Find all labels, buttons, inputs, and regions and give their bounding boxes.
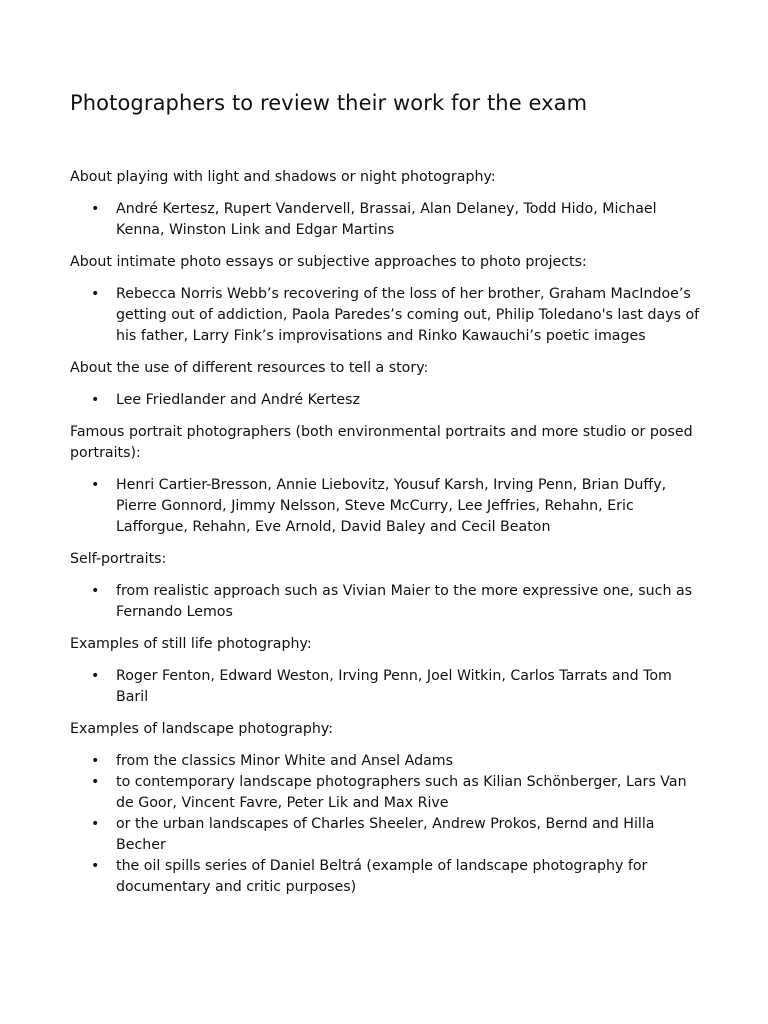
- section-heading: About the use of different resources to tell a story:: [70, 360, 429, 376]
- list-item-text: André Kertesz, Rupert Vandervell, Brassai, Alan Delaney, Todd Hido, Michael Kenna, Winston Link and Edgar Martins: [116, 201, 657, 238]
- bullet-icon: •: [91, 668, 100, 684]
- list-item: [70, 856, 700, 898]
- list-item: [70, 772, 700, 814]
- list-item-text: from realistic approach such as Vivian Maier to the more expressive one, such as Fernando Lemos: [116, 583, 693, 620]
- list-item: [70, 475, 700, 538]
- page-title: Photographers to review their work for the exam: [70, 91, 588, 115]
- bullet-icon: •: [91, 774, 100, 790]
- bullet-icon: •: [91, 753, 100, 769]
- list-item: [70, 751, 700, 772]
- section-heading: Self-portraits:: [70, 551, 167, 567]
- section-heading: Famous portrait photographers (both environmental portraits and more studio or posed portraits):: [70, 424, 693, 461]
- list-item-text: to contemporary landscape photographers such as Kilian Schönberger, Lars Van de Goor, Vincent Favre, Peter Lik and Max Rive: [116, 774, 687, 811]
- section-heading: About intimate photo essays or subjective approaches to photo projects:: [70, 254, 587, 270]
- list-item: [70, 666, 700, 708]
- list-item-text: Roger Fenton, Edward Weston, Irving Penn, Joel Witkin, Carlos Tarrats and Tom Baril: [116, 668, 672, 705]
- list-item: [70, 581, 700, 623]
- document-page: [70, 86, 700, 909]
- list-item-text: from the classics Minor White and Ansel Adams: [116, 753, 453, 769]
- section-heading: About playing with light and shadows or night photography:: [70, 169, 496, 185]
- list-item: [70, 284, 700, 347]
- section-heading: Examples of still life photography:: [70, 636, 312, 652]
- bullet-icon: •: [91, 583, 100, 599]
- list-item-text: Rebecca Norris Webb’s recovering of the loss of her brother, Graham MacIndoe’s getting out of addiction, Paola Paredes’s coming out, Philip Toledano's last days of his father, Larry Fink’s improvisations and Rinko Kawauchi’s poetic images: [116, 286, 700, 344]
- list-item: [70, 390, 700, 411]
- bullet-list: [70, 390, 700, 411]
- bullet-icon: •: [91, 816, 100, 832]
- bullet-list: [70, 284, 700, 347]
- list-item: [70, 814, 700, 856]
- bullet-list: [70, 581, 700, 623]
- bullet-icon: •: [91, 392, 100, 408]
- bullet-icon: •: [91, 286, 100, 302]
- bullet-list: [70, 475, 700, 538]
- bullet-icon: •: [91, 858, 100, 874]
- list-item-text: Henri Cartier-Bresson, Annie Liebovitz, Yousuf Karsh, Irving Penn, Brian Duffy, Pierre Gonnord, Jimmy Nelsson, Steve McCurry, Lee Jeffries, Rehahn, Eric Lafforgue, Rehahn, Eve Arnold, David Baley and Cecil Beaton: [116, 477, 667, 535]
- list-item-text: or the urban landscapes of Charles Sheeler, Andrew Prokos, Bernd and Hilla Becher: [116, 816, 655, 853]
- list-item-text: Lee Friedlander and André Kertesz: [116, 392, 360, 408]
- list-item-text: the oil spills series of Daniel Beltrá (example of landscape photography for documentary and critic purposes): [116, 858, 648, 895]
- list-item: [70, 199, 700, 241]
- section-heading: Examples of landscape photography:: [70, 721, 333, 737]
- bullet-icon: •: [91, 201, 100, 217]
- bullet-list: [70, 751, 700, 898]
- bullet-icon: •: [91, 477, 100, 493]
- sections-container: [70, 167, 700, 898]
- bullet-list: [70, 666, 700, 708]
- bullet-list: [70, 199, 700, 241]
